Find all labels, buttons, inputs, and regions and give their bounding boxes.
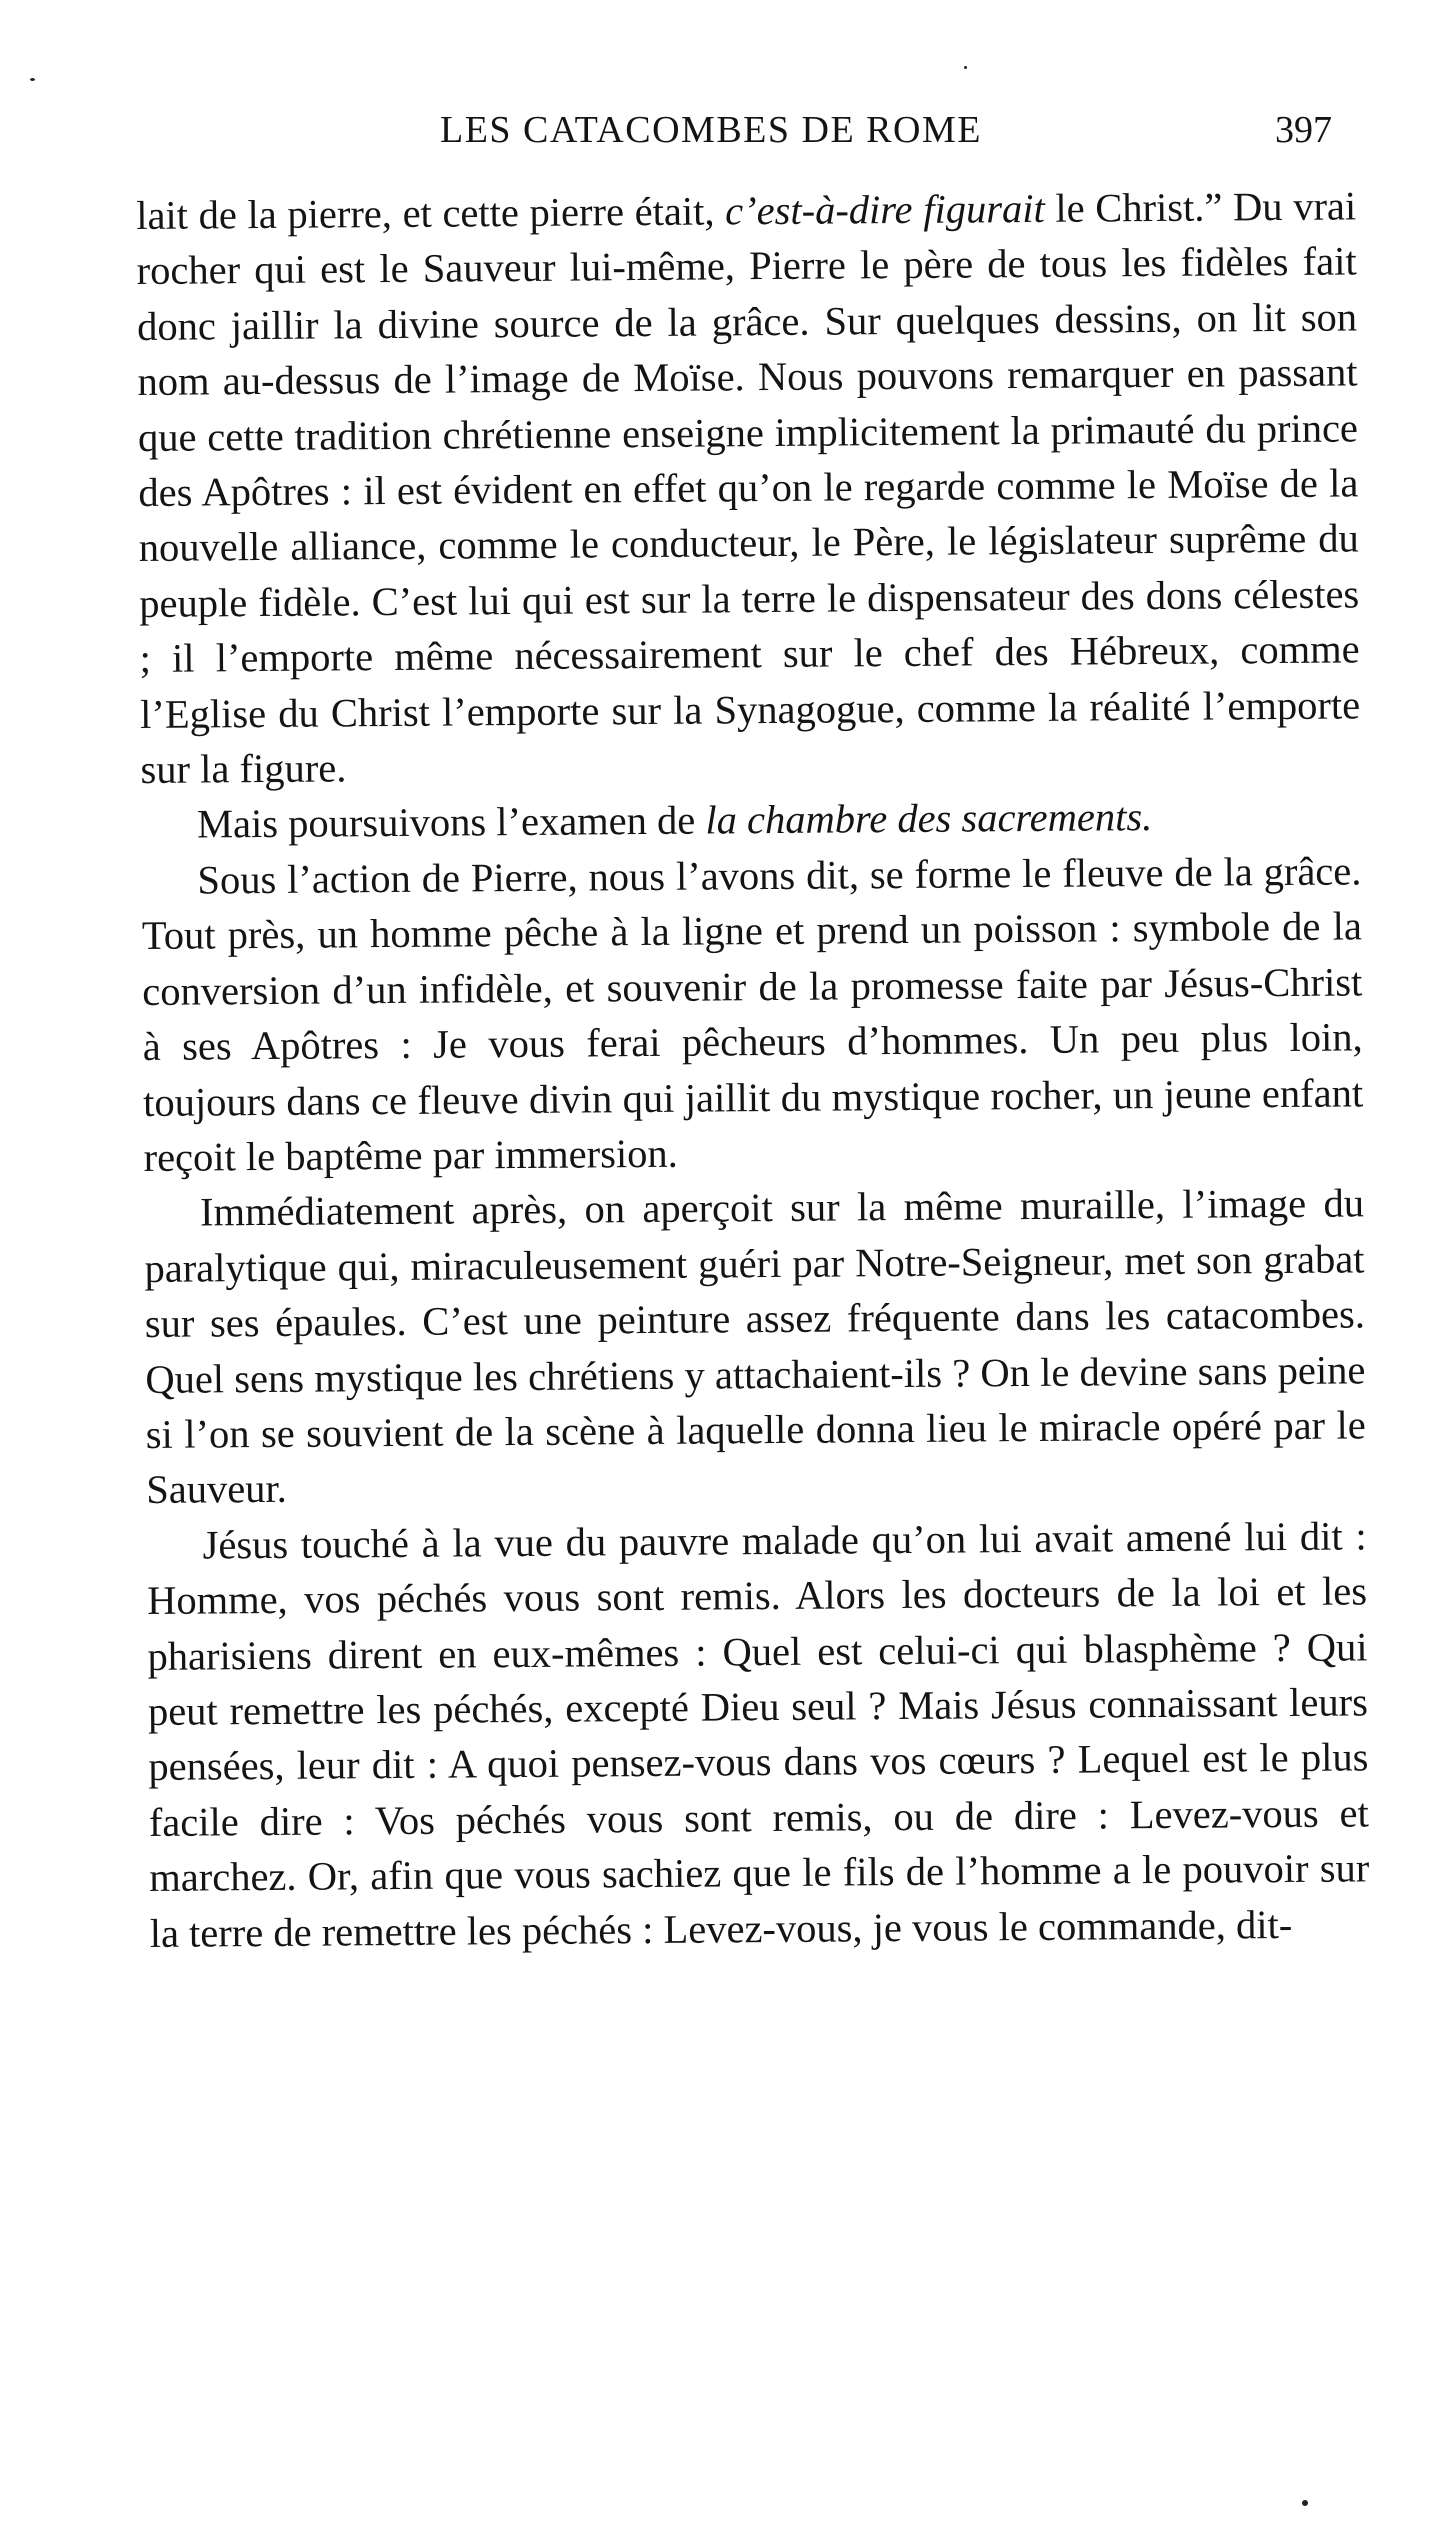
- scan-speck: [1302, 2500, 1308, 2506]
- scan-speck: [30, 78, 35, 81]
- paragraph-1-italic: c’est-à-dire figurait: [724, 185, 1045, 234]
- paragraph-2: [141, 788, 1361, 853]
- paragraph-4-text: Immédiatement après, on aperçoit sur la même muraille, l’image du paralytique qui, miraculeusement guéri par Notre-Seigneur, met son grabat sur ses épaules. C’est une peinture assez fréquente dans les catacombes. Quel sens mystique les chrétiens y attachaient-ils ? On le devine sans peine si l’on se souvient de la scène à laquelle donna lieu le miracle opéré par le Sauveur.: [144, 1180, 1366, 1513]
- scan-speck: [964, 66, 967, 69]
- paragraph-1-text-cont: le Christ.” Du vrai rocher qui est le Sauveur lui-même, Pierre le père de tous les fidèles fait donc jaillir la divine source de la grâce. Sur quelques dessins, on lit son nom au-dessus de l’image de Moïse. Nous pouvons remarquer en passant que cette tradition chrétienne enseigne implicitement la primauté du prince des Apôtres : il est évident en effet qu’on le regarde comme le Moïse de la nouvelle alliance, comme le conducteur, le Père, le législateur suprême du peuple fidèle. C’est lui qui est sur la terre le dispensateur des dons célestes ; il l’emporte même nécessairement sur le chef des Hébreux, comme l’Eglise du Christ l’emporte sur la Synagogue, comme la réalité l’emporte sur la figure.: [136, 183, 1361, 793]
- running-title: LES CATACOMBES DE ROME: [440, 109, 982, 151]
- paragraph-1-text: lait de la pierre, et cette pierre était,: [136, 188, 726, 238]
- page-number: 397: [1275, 109, 1332, 151]
- paragraph-2-text: Mais poursuivons l’examen de: [196, 798, 706, 848]
- page-header: [440, 108, 1340, 168]
- paragraph-5-text: Jésus touché à la vue du pauvre malade qu’on lui avait amené lui dit : Homme, vos péchés vous sont remis. Alors les docteurs de la loi et les pharisiens dirent en eux-mêmes : Quel est celui-ci qui blasphème ? Qui peut remettre les péchés, excepté Dieu seul ? Mais Jésus connaissant leurs pensées, leur dit : A quoi pensez-vous dans vos cœurs ? Lequel est le plus facile dire : Vos péchés vous sont remis, ou de dire : Levez-vous et marchez. Or, afin que vous sachiez que le fils de l’homme a le pouvoir sur la terre de remettre les péchés : Levez-vous, je vous le commande, dit-: [146, 1513, 1370, 1956]
- paragraph-3: [141, 843, 1364, 1185]
- paragraph-1: [136, 178, 1361, 797]
- paragraph-2-italic: la chambre des sacrements.: [705, 794, 1153, 844]
- paragraph-4: [144, 1176, 1367, 1518]
- body-text: [136, 178, 1370, 1961]
- paragraph-3-text: Sous l’action de Pierre, nous l’avons dit, se forme le fleuve de la grâce. Tout près, un homme pêche à la ligne et prend un poisson : symbole de la conversion d’un infidèle, et souvenir de la promesse faite par Jésus-Christ à ses Apôtres : Je vous ferai pêcheurs d’hommes. Un peu plus loin, toujours dans ce fleuve divin qui jaillit du mystique rocher, un jeune enfant reçoit le baptême par immersion.: [141, 848, 1364, 1180]
- paragraph-5: [146, 1508, 1369, 1961]
